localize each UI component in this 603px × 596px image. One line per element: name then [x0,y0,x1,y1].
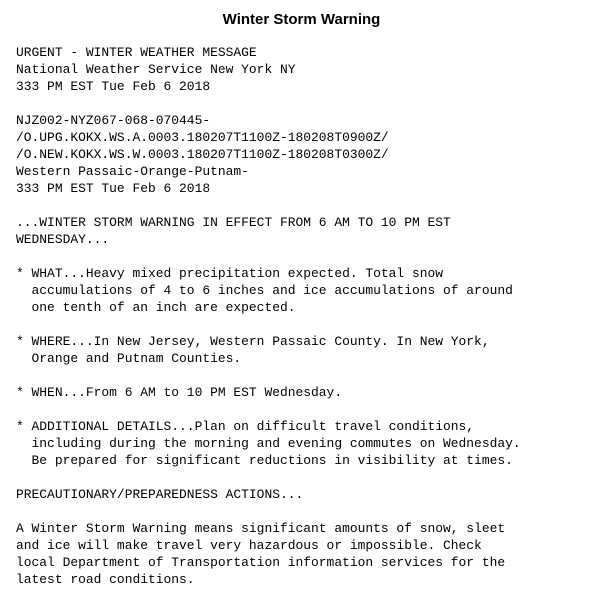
blank-line [16,367,521,384]
blank-line [16,316,521,333]
blank-line [16,248,521,265]
bulletin-line: Be prepared for significant reductions in visibility at times. [16,453,513,468]
document-title: Winter Storm Warning [222,11,381,28]
bulletin-line: * WHAT...Heavy mixed precipitation expected. Total snow [16,266,444,281]
bulletin-line: latest road conditions. [16,572,195,587]
blank-line [16,503,521,520]
bulletin-line: * ADDITIONAL DETAILS...Plan on difficult travel conditions, [16,419,475,434]
bulletin-line: one tenth of an inch are expected. [16,300,296,315]
bulletin-line: NJZ002-NYZ067-068-070445- [16,113,211,128]
bulletin-line: A Winter Storm Warning means significant amounts of snow, sleet [16,521,506,536]
blank-line [16,197,521,214]
bulletin-line: URGENT - WINTER WEATHER MESSAGE [16,45,257,60]
bulletin-line: 333 PM EST Tue Feb 6 2018 [16,181,211,196]
bulletin-line: WEDNESDAY... [16,232,110,247]
bulletin-line: * WHERE...In New Jersey, Western Passaic County. In New York, [16,334,490,349]
bulletin-line: Western Passaic-Orange-Putnam- [16,164,249,179]
bulletin-line: ...WINTER STORM WARNING IN EFFECT FROM 6 AM TO 10 PM EST [16,215,451,230]
bulletin-line: /O.NEW.KOKX.WS.W.0003.180207T1100Z-180208T0300Z/ [16,147,389,162]
bulletin-line: local Department of Transportation information services for the [16,555,506,570]
bulletin-line: PRECAUTIONARY/PREPAREDNESS ACTIONS... [16,487,304,502]
bulletin-line: /O.UPG.KOKX.WS.A.0003.180207T1100Z-180208T0900Z/ [16,130,389,145]
bulletin-line: 333 PM EST Tue Feb 6 2018 [16,79,211,94]
blank-line [16,469,521,486]
bulletin-line: including during the morning and evening commutes on Wednesday. [16,436,521,451]
bulletin-line: National Weather Service New York NY [16,62,296,77]
warning-bulletin [16,44,521,588]
bulletin-line: and ice will make travel very hazardous or impossible. Check [16,538,482,553]
blank-line [16,401,521,418]
bulletin-line: * WHEN...From 6 AM to 10 PM EST Wednesday. [16,385,343,400]
bulletin-line: accumulations of 4 to 6 inches and ice accumulations of around [16,283,513,298]
blank-line [16,95,521,112]
bulletin-line: Orange and Putnam Counties. [16,351,242,366]
